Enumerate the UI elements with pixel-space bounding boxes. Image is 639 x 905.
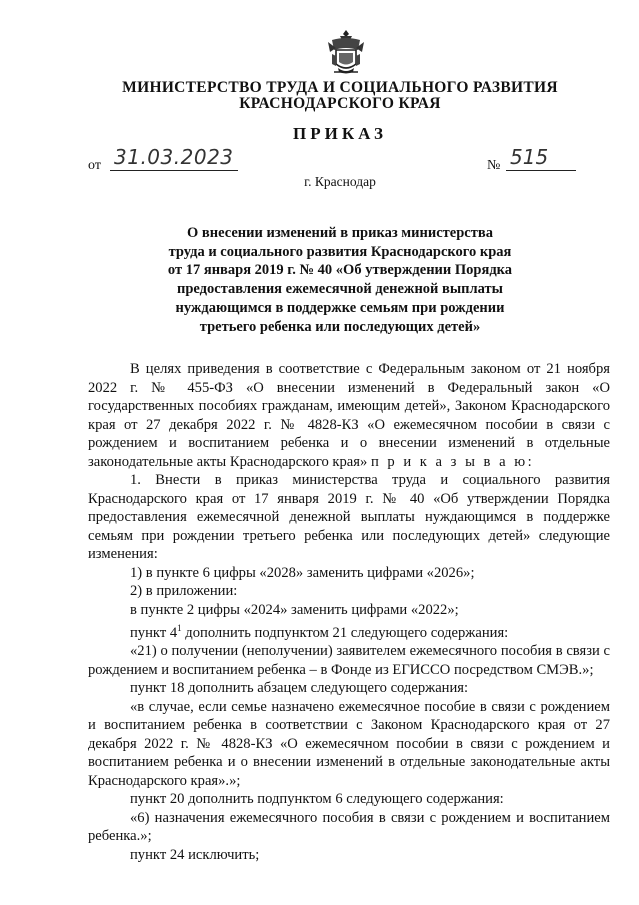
subitem-1-paragraph: 1) в пункте 6 цифры «2028» заменить цифрами «2026»; <box>130 564 475 581</box>
clause-18-text-paragraph: «в случае, если семье назначено ежемесячное пособие в связи с рождением и воспитанием ребенка в соответствии с Законом Краснодарского края от 27 декабря 2022 г. № 4828-КЗ «О ежемесячном пособии в связи с рождением и воспитанием ребенка и о внесении изменений в отдельные законодательные акты Краснодарского края».»; <box>88 698 610 789</box>
heading-line: нуждающимся в поддержке семьям при рождении <box>175 299 505 316</box>
heading-line: от 17 января 2019 г. № 40 «Об утверждении Порядка <box>167 262 513 279</box>
subclause-6-paragraph: «6) назначения ежемесячного пособия в связи с рождением и воспитанием ребенка.»; <box>88 809 610 845</box>
preamble-text: В целях приведения в соответствие с Федеральным законом от 21 ноября 2022 г. № 455-ФЗ «О внесении изменений в Федеральный закон «О государственных пособиях гражданам, имеющим детей», Законом Краснодарского края от 27 декабря 2022 г. № 4828-КЗ «О ежемесячном пособии в связи с рождением и воспитанием ребенка и о внесении изменений в отдельные законодательные акты Краснодарского края» <box>88 361 610 470</box>
clause-24-paragraph: пункт 24 исключить; <box>130 846 260 863</box>
order-word: п р и к а з ы в а ю: <box>370 453 535 470</box>
ministry-name-line1: МИНИСТЕРСТВО ТРУДА И СОЦИАЛЬНОГО РАЗВИТИЯ <box>122 79 558 96</box>
preamble-paragraph <box>88 360 610 471</box>
order-number: 515 <box>506 144 576 171</box>
clause-4-1-end: дополнить подпунктом 21 следующего содержания: <box>181 624 509 641</box>
heading-line: третьего ребенка или последующих детей» <box>199 318 481 335</box>
order-date: 31.03.2023 <box>110 144 238 171</box>
order-title: ПРИКАЗ <box>293 124 387 143</box>
subclause-21-paragraph: «21) о получении (неполучении) заявителем ежемесячного пособия в связи с рождением и воспитанием ребенка – в Фонде из ЕГИССО посредством СМЭВ.»; <box>88 643 610 678</box>
superscript: 1 <box>177 623 182 633</box>
item-1-paragraph: 1. Внести в приказ министерства труда и социального развития Краснодарского края от 17 января 2019 г. № 40 «Об утверждении Порядка предоставления ежемесячной денежной выплаты нуждающимся в поддержке семьям при рождении третьего ребенка или последующих детей» следующие изменения: <box>88 472 610 562</box>
order-body <box>88 360 610 864</box>
order-heading <box>110 224 570 336</box>
heading-line: предоставления ежемесячной денежной выплаты <box>177 281 503 298</box>
heading-line: труда и социального развития Краснодарского края <box>168 243 512 260</box>
date-prefix: от <box>88 158 101 173</box>
clause-4-1-paragraph <box>88 619 610 642</box>
number-prefix: № <box>487 158 501 173</box>
clause-2-paragraph: в пункте 2 цифры «2024» заменить цифрами «2022»; <box>130 601 459 618</box>
krasnodar-coat-of-arms-icon <box>326 28 366 76</box>
city: г. Краснодар <box>304 174 376 189</box>
heading-line: О внесении изменений в приказ министерства <box>187 225 493 241</box>
clause-20-paragraph: пункт 20 дополнить подпунктом 6 следующего содержания: <box>130 791 504 808</box>
clause-4-1-start: пункт 4 <box>130 624 178 641</box>
ministry-name-line2: КРАСНОДАРСКОГО КРАЯ <box>239 95 441 112</box>
subitem-2-paragraph: 2) в приложении: <box>130 583 238 599</box>
clause-18-paragraph: пункт 18 дополнить абзацем следующего содержания: <box>130 680 469 697</box>
